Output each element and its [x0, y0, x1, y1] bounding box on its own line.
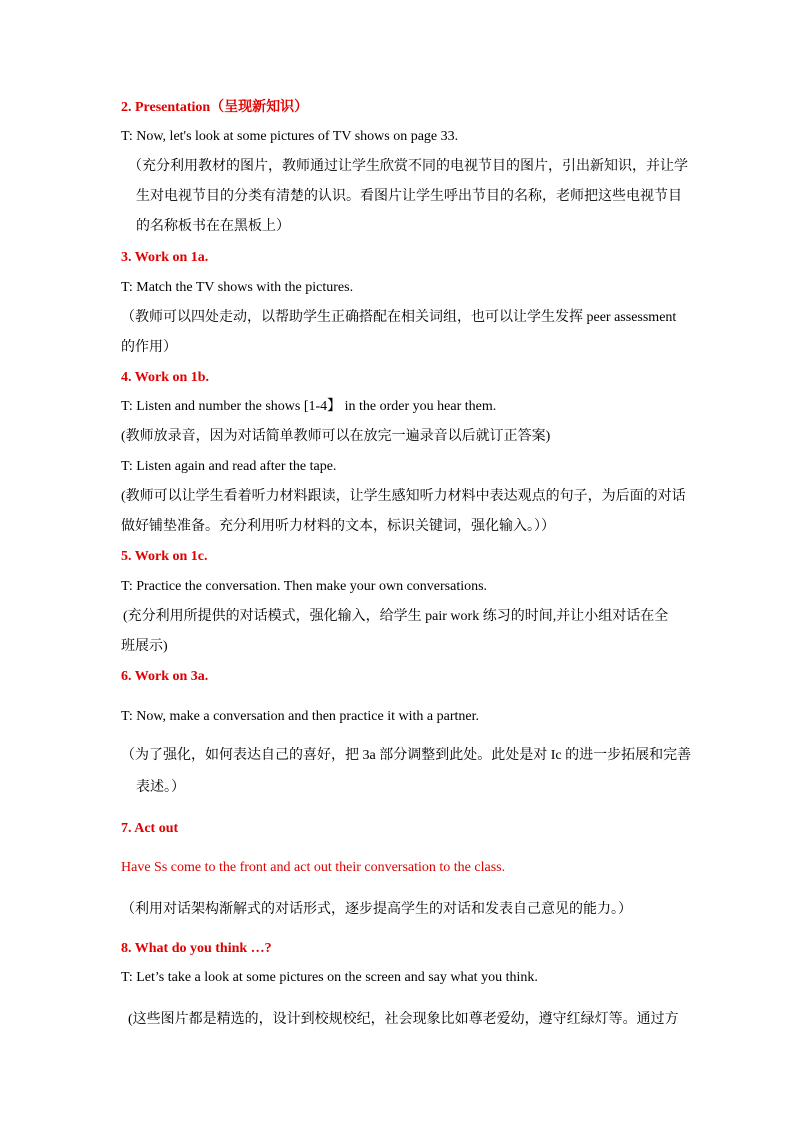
- teaching-note: 生对电视节目的分类有清楚的认识。看图片让学生呼出节目的名称，老师把这些电视节目: [136, 189, 682, 204]
- teacher-line: T: Now, make a conversation and then practice it with a partner.: [121, 709, 479, 724]
- section-heading-what-do-you-think: 8. What do you think …?: [121, 941, 272, 956]
- teaching-note: (这些图片都是精选的，设计到校规校纪，社会现象比如尊老爱幼，遵守红绿灯等。通过方: [128, 1012, 679, 1027]
- teaching-note: (充分利用所提供的对话模式，强化输入，给学生 pair work 练习的时间,并让小组对话在全: [123, 609, 669, 624]
- teaching-note: 的名称板书在在黑板上）: [136, 219, 290, 234]
- teaching-note: （利用对话架构渐解式的对话形式，逐步提高学生的对话和发表自己意见的能力。）: [121, 902, 632, 917]
- teacher-line: T: Listen and number the shows [1-4】 in the order you hear them.: [121, 399, 497, 414]
- teacher-line: T: Practice the conversation. Then make your own conversations.: [121, 579, 488, 594]
- instruction-line: Have Ss come to the front and act out their conversation to the class.: [121, 860, 506, 875]
- teaching-note: (教师放录音，因为对话简单教师可以在放完一遍录音以后就订正答案): [121, 429, 551, 444]
- section-heading-work-on-1c: 5. Work on 1c.: [121, 549, 208, 564]
- teaching-note: （为了强化，如何表达自己的喜好，把 3a 部分调整到此处。此处是对 Ic 的进一步拓展和完善: [121, 748, 692, 763]
- teacher-line: T: Match the TV shows with the pictures.: [121, 280, 354, 295]
- teaching-note: 做好铺垫准备。充分利用听力材料的文本，标识关键词，强化输入。））: [121, 519, 555, 534]
- section-heading-work-on-1b: 4. Work on 1b.: [121, 370, 210, 385]
- teaching-note: （充分利用教材的图片，教师通过让学生欣赏不同的电视节目的图片，引出新知识，并让学: [128, 159, 688, 174]
- teacher-line: T: Now, let's look at some pictures of TV shows on page 33.: [121, 129, 459, 144]
- section-heading-act-out: 7. Act out: [121, 821, 179, 836]
- teacher-line: T: Listen again and read after the tape.: [121, 459, 337, 474]
- teaching-note: 班展示): [121, 639, 168, 654]
- teaching-note: （教师可以四处走动，以帮助学生正确搭配在相关词组，也可以让学生发挥 peer assessment: [121, 310, 677, 325]
- section-heading-work-on-3a: 6. Work on 3a.: [121, 669, 209, 684]
- teaching-note: (教师可以让学生看着听力材料跟读，让学生感知听力材料中表达观点的句子，为后面的对话: [121, 489, 686, 504]
- teaching-note: 的作用）: [121, 340, 177, 355]
- section-heading-presentation: 2. Presentation（呈现新知识）: [121, 100, 309, 115]
- teaching-note: 表述。）: [136, 780, 185, 795]
- teacher-line: T: Let’s take a look at some pictures on the screen and say what you think.: [121, 970, 538, 985]
- section-heading-work-on-1a: 3. Work on 1a.: [121, 250, 209, 265]
